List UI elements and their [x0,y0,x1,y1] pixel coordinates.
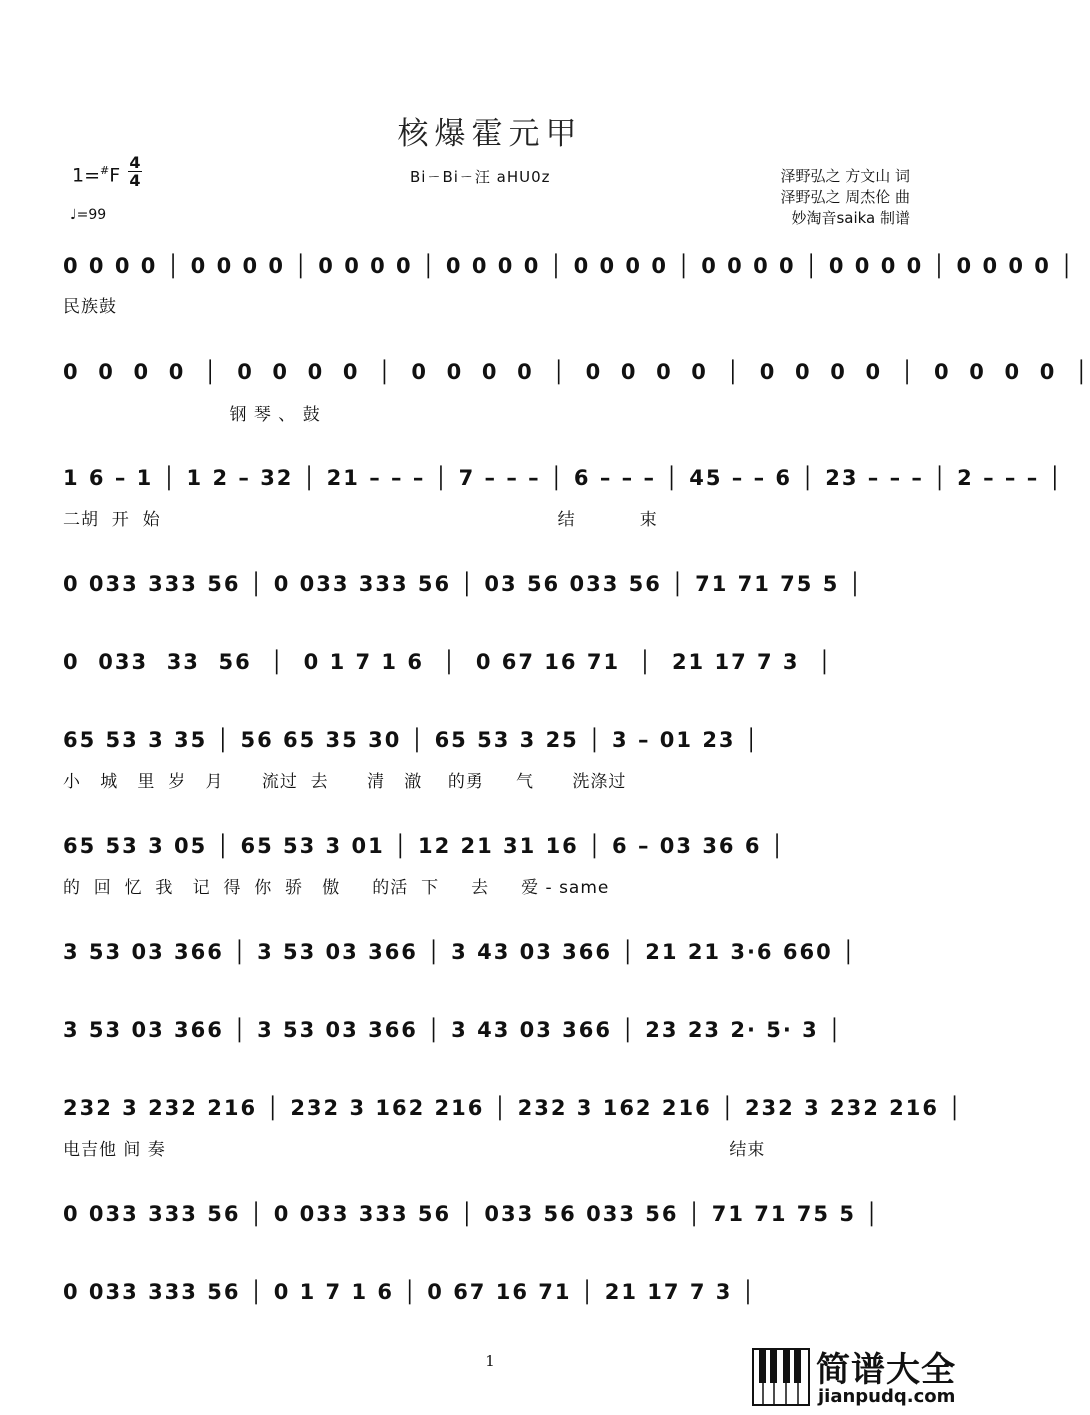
score-row [63,720,921,760]
notation-line: 3 53 03 366 │ 3 53 03 366 │ 3 43 03 366 │ 23 23 2· 5· 3 │ [63,1018,843,1042]
key-sharp: # [100,164,110,177]
lyrics-line: 民族鼓 [63,297,117,317]
score-row [63,564,921,604]
key-signature [72,164,120,186]
page-number: 1 [485,1352,495,1370]
notation-line: 3 53 03 366 │ 3 53 03 366 │ 3 43 03 366 │ 21 21 3·6 660 │ [63,940,857,964]
lyrics-line: 二胡 开 始 结 束 [63,510,658,530]
score-row [63,1272,921,1312]
logo-url: jianpudq.com [818,1386,956,1407]
notation-line: 0 0 0 0 │ 0 0 0 0 │ 0 0 0 0 │ 0 0 0 0 │ 0 0 0 0 │ 0 0 0 0 │ [63,360,1090,384]
score-row [63,932,921,972]
lyrics-line: 小 城 里 岁 月 流过 去 清 澈 的勇 气 洗涤过 [63,772,627,792]
lyrics-line: 电吉他 间 奏 结束 [63,1140,766,1160]
credit-lyrics: 泽野弘之 方文山 词 [780,167,910,185]
piano-keys-icon [752,1348,810,1406]
time-top: 4 [129,153,141,172]
key-prefix: 1= [72,164,101,187]
notation-line: 0 033 33 56 │ 0 1 7 1 6 │ 0 67 16 71 │ 21 17 7 3 │ [63,650,833,674]
notation-line: 0 0 0 0 │ 0 0 0 0 │ 0 0 0 0 │ 0 0 0 0 │ 0 0 0 0 │ 0 0 0 0 │ 0 0 0 0 │ 0 0 0 0 │ [63,254,1075,278]
lyrics-line: 钢 琴 、 鼓 [63,405,321,425]
key-note: F [109,164,121,187]
score-row [63,458,1064,498]
score-row [63,642,921,682]
score-row [63,246,1075,286]
time-bottom: 4 [129,171,141,190]
score-row [63,1088,963,1128]
notation-line: 0 033 333 56 │ 0 033 333 56 │ 03 56 033 56 │ 71 71 75 5 │ [63,572,864,596]
score-row [63,352,1090,392]
notation-line: 0 033 333 56 │ 0 1 7 1 6 │ 0 67 16 71 │ 21 17 7 3 │ [63,1280,757,1304]
site-logo [752,1342,976,1412]
notation-line: 1 6 – 1 │ 1 2 – 32 │ 21 – – – │ 7 – – – │ 6 – – – │ 45 – – 6 │ 23 – – – │ 2 – – – │ [63,466,1064,490]
lyrics-line: 的 回 忆 我 记 得 你 骄 傲 的活 下 去 爱 - same [63,878,610,898]
score-row [63,1194,921,1234]
score-row [63,1010,921,1050]
notation-line: 0 033 333 56 │ 0 033 333 56 │ 033 56 033 56 │ 71 71 75 5 │ [63,1202,880,1226]
source-label: BiㄧBiㄧ汪 aHU0z [410,168,551,186]
notation-line: 65 53 3 35 │ 56 65 35 30 │ 65 53 3 25 │ 3 – 01 23 │ [63,728,760,752]
credit-music: 泽野弘之 周杰伦 曲 [780,188,910,206]
credit-transcriber: 妙淘音saika 制谱 [791,209,910,227]
score-row [63,826,921,866]
tempo-marking: ♩=99 [70,207,107,223]
logo-title: 简谱大全 [816,1350,956,1390]
time-signature [128,154,142,189]
notation-line: 232 3 232 216 │ 232 3 162 216 │ 232 3 162 216 │ 232 3 232 216 │ [63,1096,963,1120]
credits [780,166,910,229]
notation-line: 65 53 3 05 │ 65 53 3 01 │ 12 21 31 16 │ 6 – 03 36 6 │ [63,834,786,858]
page-title: 核爆霍元甲 [397,116,583,152]
